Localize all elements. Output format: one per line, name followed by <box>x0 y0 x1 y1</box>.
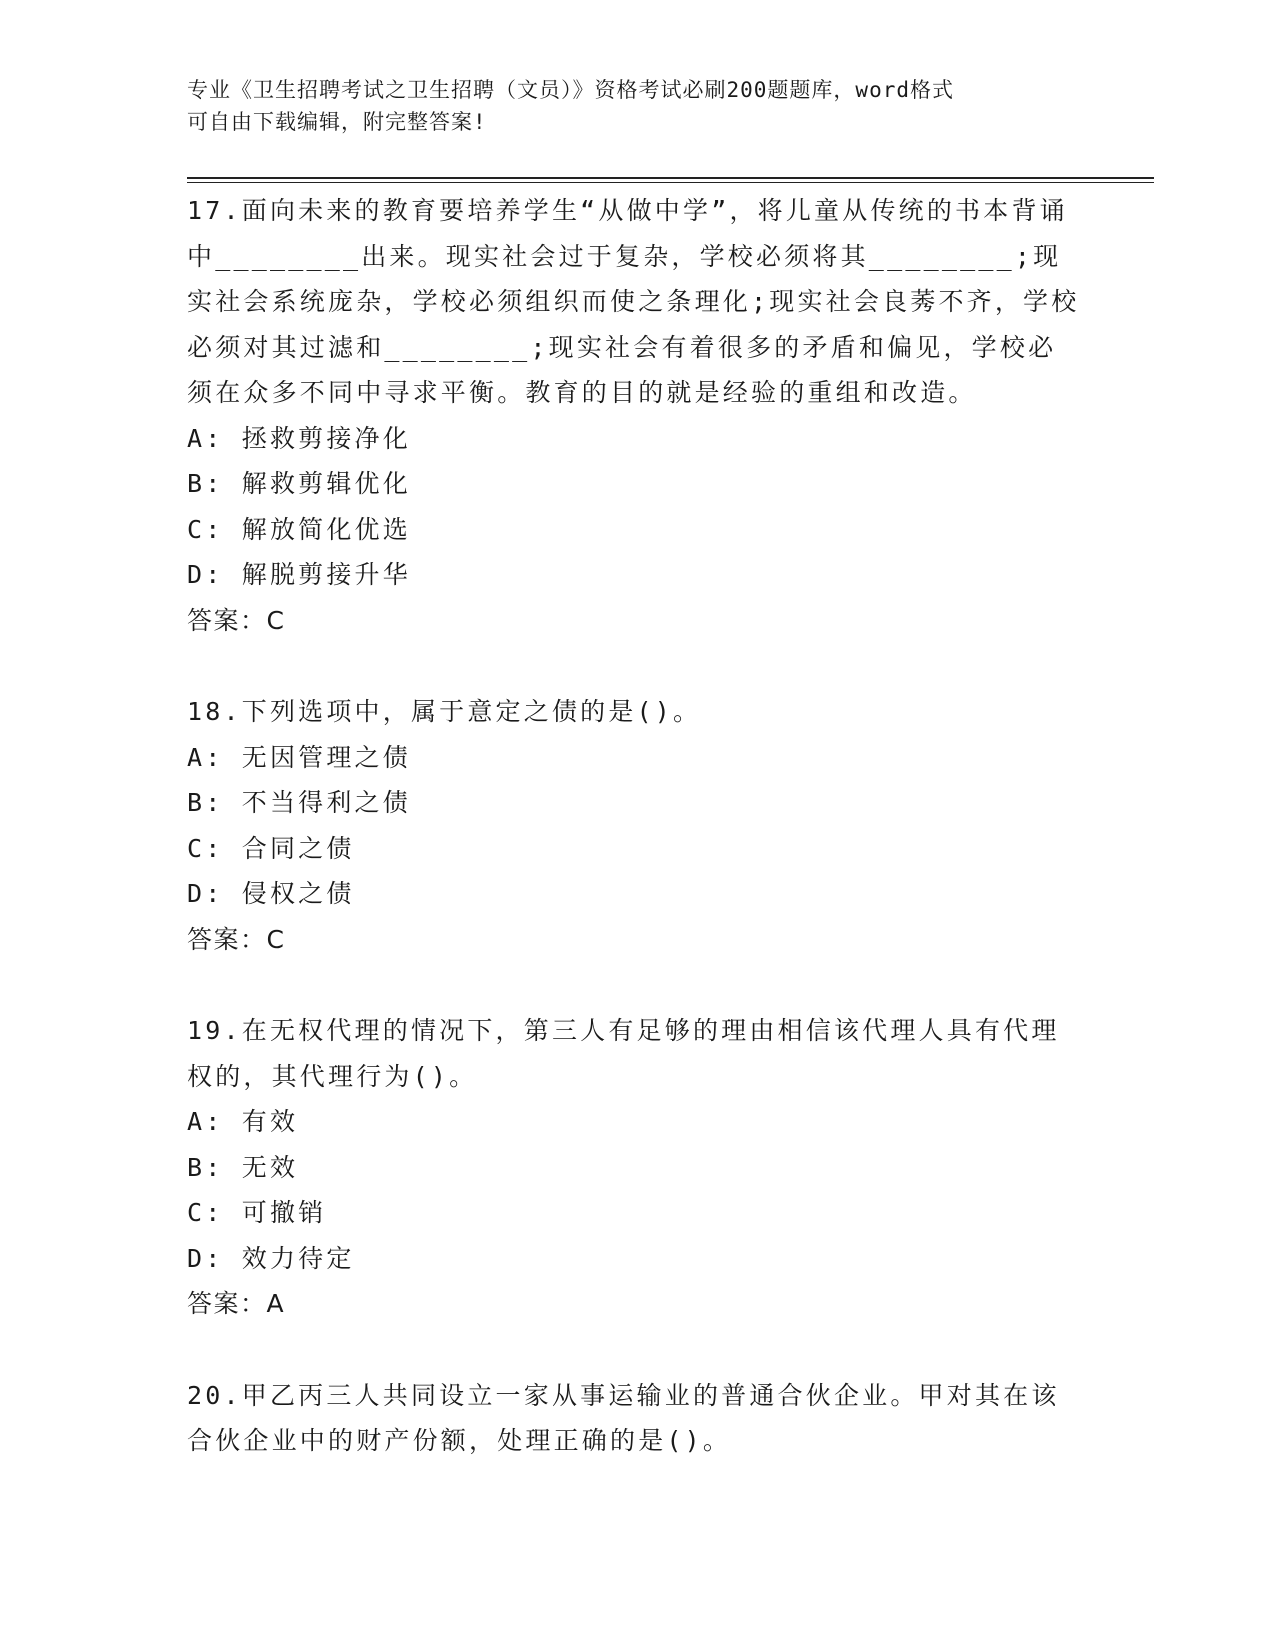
question-18 <box>187 689 1082 962</box>
question-stem: 20.甲乙丙三人共同设立一家从事运输业的普通合伙企业。甲对其在该合伙企业中的财产份额，处理正确的是()。 <box>187 1380 1060 1455</box>
header-line-2: 可自由下载编辑，附完整答案! <box>187 110 487 134</box>
answer-line: 答案：C <box>187 924 286 954</box>
document-header <box>187 74 1087 138</box>
question-list <box>187 188 1082 1510</box>
option-d: D: 效力待定 <box>187 1243 355 1273</box>
question-stem: 19.在无权代理的情况下，第三人有足够的理由相信该代理人具有代理权的，其代理行为()。 <box>187 1016 1060 1091</box>
option-a: A: 有效 <box>187 1107 299 1136</box>
question-17 <box>187 188 1082 643</box>
option-c: C: 合同之债 <box>187 833 355 863</box>
header-divider-thick <box>187 177 1154 179</box>
header-divider-thin <box>187 182 1154 183</box>
option-b: B: 不当得利之债 <box>187 788 411 817</box>
option-d: D: 解脱剪接升华 <box>187 560 411 589</box>
option-d: D: 侵权之债 <box>187 879 355 908</box>
option-b: B: 解救剪辑优化 <box>187 469 411 498</box>
option-a: A: 拯救剪接净化 <box>187 423 411 453</box>
question-stem: 18.下列选项中，属于意定之债的是()。 <box>187 697 702 726</box>
question-19 <box>187 1008 1082 1327</box>
option-a: A: 无因管理之债 <box>187 742 411 772</box>
option-b: B: 无效 <box>187 1152 299 1182</box>
answer-line: 答案：C <box>187 605 286 635</box>
question-stem: 17.面向未来的教育要培养学生“从做中学”，将儿童从传统的书本背诵中________出来。现实社会过于复杂，学校必须将其________;现实社会系统庞杂，学校必须组织而使之条理化;现实社会良莠不齐，学校必须对其过滤和________;现实社会有着很多的矛盾和偏见，学校必须在众多不同中寻求平衡。教育的目的就是经验的重组和改造。 <box>187 196 1080 407</box>
header-line-1: 专业《卫生招聘考试之卫生招聘（文员）》资格考试必刷200题题库，word格式 <box>187 78 954 102</box>
option-c: C: 解放简化优选 <box>187 514 411 544</box>
option-c: C: 可撤销 <box>187 1198 327 1227</box>
question-20 <box>187 1373 1082 1464</box>
answer-line: 答案：A <box>187 1289 286 1318</box>
